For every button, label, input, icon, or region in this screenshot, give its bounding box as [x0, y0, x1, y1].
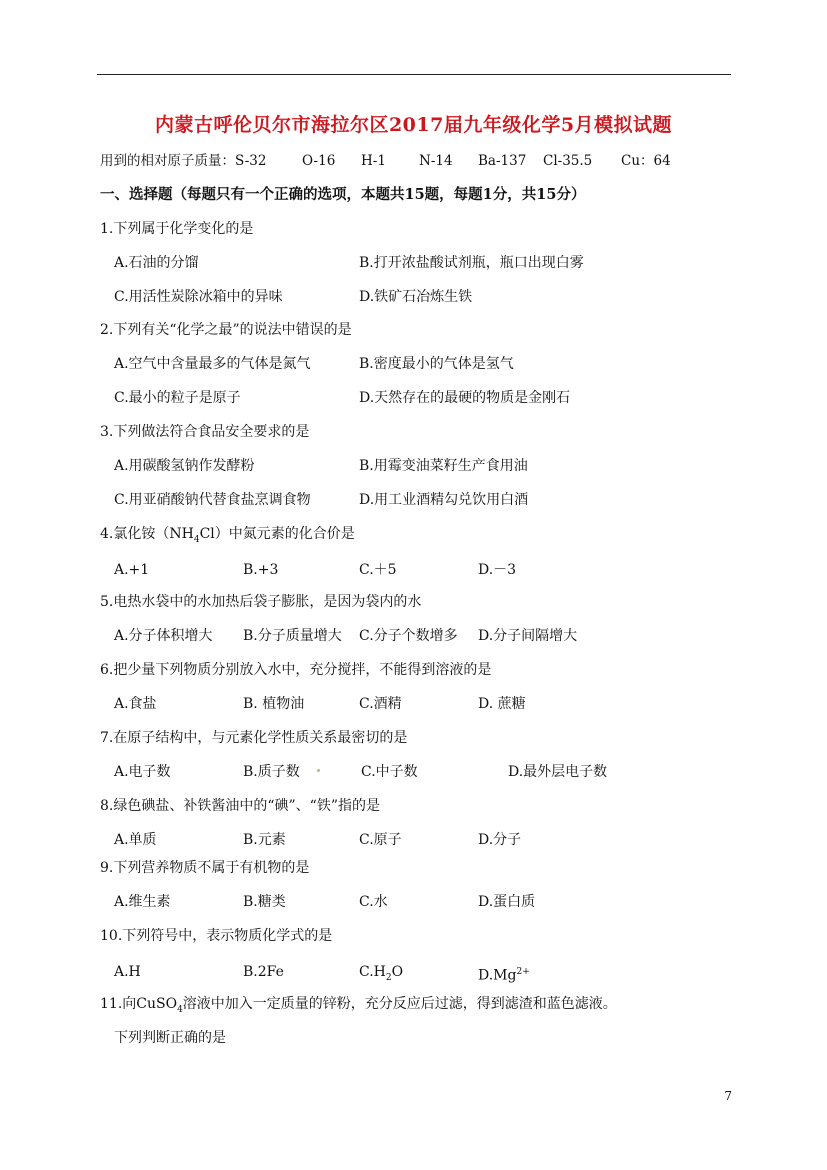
question-stem: 5.电热水袋中的水加热后袋子膨胀，是因为袋内的水 [100, 594, 422, 610]
option-c: C.中子数 [361, 764, 418, 780]
atomic-mass-item: N-14 [419, 153, 453, 169]
option-c: C.酒精 [359, 696, 402, 712]
question-stem: 1.下列属于化学变化的是 [100, 221, 254, 237]
question-stem: 8.绿色碘盐、补铁酱油中的“碘”、“铁”指的是 [100, 798, 380, 814]
option-d: D.分子 [478, 832, 522, 848]
page-title: 内蒙古呼伦贝尔市海拉尔区2017届九年级化学5月模拟试题 [154, 114, 673, 136]
option-d: $D.Mg^{2+}$ [478, 967, 530, 984]
option-d: D.分子间隔增大 [478, 628, 578, 644]
question-stem-continued: 下列判断正确的是 [114, 1030, 226, 1046]
option-c: $C.H_2O$ [359, 964, 404, 983]
option-b: B.分子质量增大 [243, 628, 342, 644]
question-stem: 11.向CuSO$_4$溶液中加入一定质量的锌粉，充分反应后过滤，得到滤渣和蓝色滤液。 [100, 996, 617, 1015]
option-d: D.最外层电子数 [508, 764, 608, 780]
option-d: D.蛋白质 [478, 894, 536, 910]
atomic-mass-item: H-1 [361, 153, 386, 169]
option-a: A.空气中含量最多的气体是氮气 [114, 356, 311, 372]
speck [317, 769, 320, 772]
atomic-mass-item: Cl-35.5 [543, 153, 593, 169]
option-a: A.维生素 [114, 894, 171, 910]
option-a: A.食盐 [114, 696, 157, 712]
option-b: B. 植物油 [243, 696, 305, 712]
option-c: C.最小的粒子是原子 [114, 390, 241, 406]
option-b: B.2Fe [243, 964, 284, 980]
option-c: C.水 [359, 894, 388, 910]
option-d: D.－3 [478, 562, 517, 578]
option-c: C.用活性炭除冰箱中的异味 [114, 289, 283, 305]
question-stem: 9.下列营养物质不属于有机物的是 [100, 860, 310, 876]
question-stem: 6.把少量下列物质分别放入水中，充分搅拌，不能得到溶液的是 [100, 662, 492, 678]
option-a: A.单质 [114, 832, 157, 848]
atomic-mass-item: Ba-137 [478, 153, 527, 169]
question-stem: 4.氯化铵$(NH_4Cl)$中氮元素的化合价是 [100, 526, 355, 545]
page-number: 7 [724, 1089, 732, 1103]
option-a: A.分子体积增大 [114, 628, 213, 644]
question-stem: 7.在原子结构中，与元素化学性质关系最密切的是 [100, 730, 408, 746]
option-a: A.石油的分馏 [114, 255, 199, 271]
option-b: B.质子数 [243, 764, 300, 780]
section-heading: 一、选择题（每题只有一个正确的选项，本题共15题，每题1分，共15分） [100, 186, 586, 203]
header-rule [97, 74, 731, 75]
option-b: B.糖类 [243, 894, 286, 910]
option-c: C.＋5 [359, 562, 397, 578]
option-c: C.分子个数增多 [359, 628, 458, 644]
option-a: A.+1 [114, 562, 150, 578]
atomic-mass-item: O-16 [302, 153, 336, 169]
option-c: C.原子 [359, 832, 402, 848]
question-stem: 10.下列符号中，表示物质化学式的是 [100, 928, 333, 944]
atomic-mass-label: 用到的相对原子质量：S-32 [100, 153, 267, 169]
option-d: D.铁矿石冶炼生铁 [359, 289, 473, 305]
option-c: C.用亚硝酸钠代替食盐烹调食物 [114, 492, 311, 508]
question-stem: 2.下列有关“化学之最”的说法中错误的是 [100, 322, 352, 338]
option-d: D.天然存在的最硬的物质是金刚石 [359, 390, 571, 406]
option-b: B.打开浓盐酸试剂瓶，瓶口出现白雾 [359, 255, 584, 271]
question-stem: 3.下列做法符合食品安全要求的是 [100, 424, 310, 440]
option-d: D. 蔗糖 [478, 696, 526, 712]
option-a: A.电子数 [114, 764, 171, 780]
option-a: A.H [114, 964, 141, 980]
option-a: A.用碳酸氢钠作发酵粉 [114, 458, 255, 474]
option-b: B.元素 [243, 832, 286, 848]
option-d: D.用工业酒精勾兑饮用白酒 [359, 492, 529, 508]
option-b: B.+3 [243, 562, 279, 578]
option-b: B.用霉变油菜籽生产食用油 [359, 458, 528, 474]
atomic-mass-item: Cu：64 [621, 153, 671, 169]
option-b: B.密度最小的气体是氢气 [359, 356, 514, 372]
